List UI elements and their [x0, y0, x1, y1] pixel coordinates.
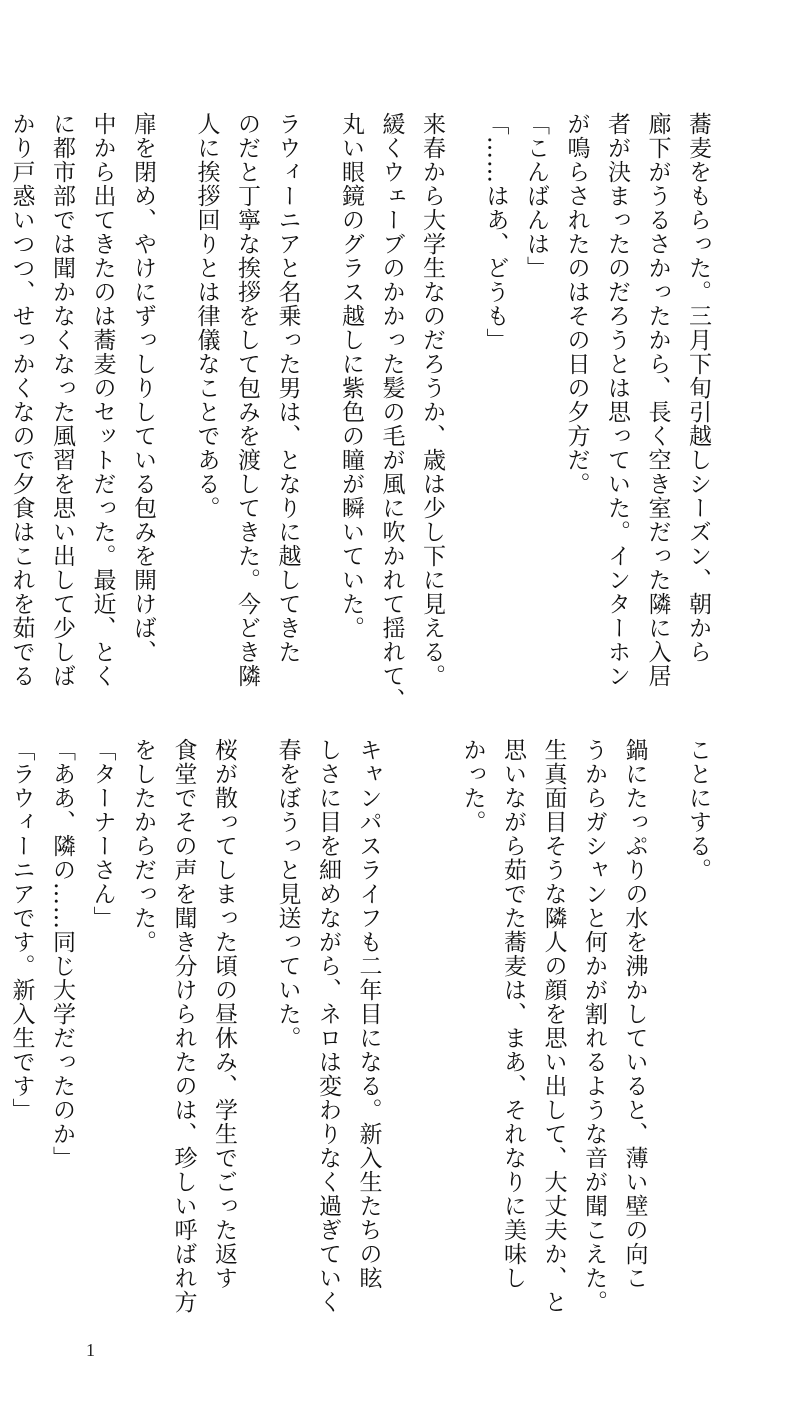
- text-line: 廊下がうるさかったから、長く空き室だった隣に入居: [644, 112, 671, 688]
- text-line: 春をぼうっと見送っていた。: [274, 738, 301, 1050]
- text-block-top: [8, 112, 718, 712]
- text-line: 「ターナーさん」: [89, 738, 116, 930]
- text-line: 「……はあ、どうも」: [482, 112, 509, 352]
- text-block-bottom: [8, 738, 718, 1318]
- text-line: しさに目を細めながら、ネロは変わりなく過ぎていく: [315, 738, 341, 1314]
- text-line: かり戸惑いつつ、せっかくなので夕食はこれを茹でる: [8, 112, 35, 688]
- text-line: のだと丁寧な挨拶をして包みを渡してきた。今どき隣: [234, 112, 260, 688]
- text-line: ラウィーニアと名乗った男は、となりに越してきた: [274, 112, 301, 664]
- text-line: 生真面目そうな隣人の顔を思い出して、大丈夫か、と: [540, 738, 567, 1314]
- text-line: 者が決まったのだろうとは思っていた。インターホン: [604, 112, 630, 688]
- text-line: 思いながら茹でた蕎麦は、まあ、それなりに美味し: [500, 738, 526, 1290]
- text-line: 「ラウィーニアです。新入生です」: [8, 738, 35, 1122]
- text-line: 蕎麦をもらった。三月下旬引越しシーズン、朝から: [685, 112, 711, 664]
- text-line: 来春から大学生なのだろうか、歳は少し下に見える。: [419, 112, 445, 688]
- text-line: かった。: [459, 738, 486, 834]
- text-line: キャンパスライフも二年目になる。新入生たちの眩: [355, 738, 382, 1290]
- text-line: 「ああ、隣の……同じ大学だったのか」: [49, 738, 75, 1170]
- text-line: をしたからだった。: [130, 738, 156, 954]
- text-line: 丸い眼鏡のグラス越しに紫色の瞳が瞬いていた。: [338, 112, 364, 640]
- text-line: が鳴らされたのはその日の夕方だ。: [563, 112, 590, 496]
- text-line: に都市部では聞かなくなった風習を思い出して少しば: [49, 112, 75, 688]
- page-number: 1: [86, 1340, 95, 1360]
- text-line: 緩くウェーブのかかった髪の毛が風に吹かれて揺れて、: [378, 112, 405, 712]
- text-line: 鍋にたっぷりの水を沸かしていると、薄い壁の向こ: [621, 738, 648, 1290]
- text-line: 人に挨拶回りとは律儀なことである。: [193, 112, 220, 520]
- text-line: うからガシャンと何かが割れるような音が聞こえた。: [581, 738, 607, 1314]
- text-line: 桜が散ってしまった頃の昼休み、学生でごった返す: [211, 738, 237, 1290]
- text-line: ことにする。: [685, 738, 711, 882]
- text-line: 「こんばんは」: [523, 112, 549, 280]
- text-line: 中から出てきたのは蕎麦のセットだった。最近、とく: [89, 112, 116, 688]
- text-line: 扉を閉め、やけにずっしりしている包みを開けば、: [130, 112, 156, 664]
- blank-line: [412, 738, 453, 1318]
- text-line: 食堂でその声を聞き分けられたのは、珍しい呼ばれ方: [170, 738, 197, 1314]
